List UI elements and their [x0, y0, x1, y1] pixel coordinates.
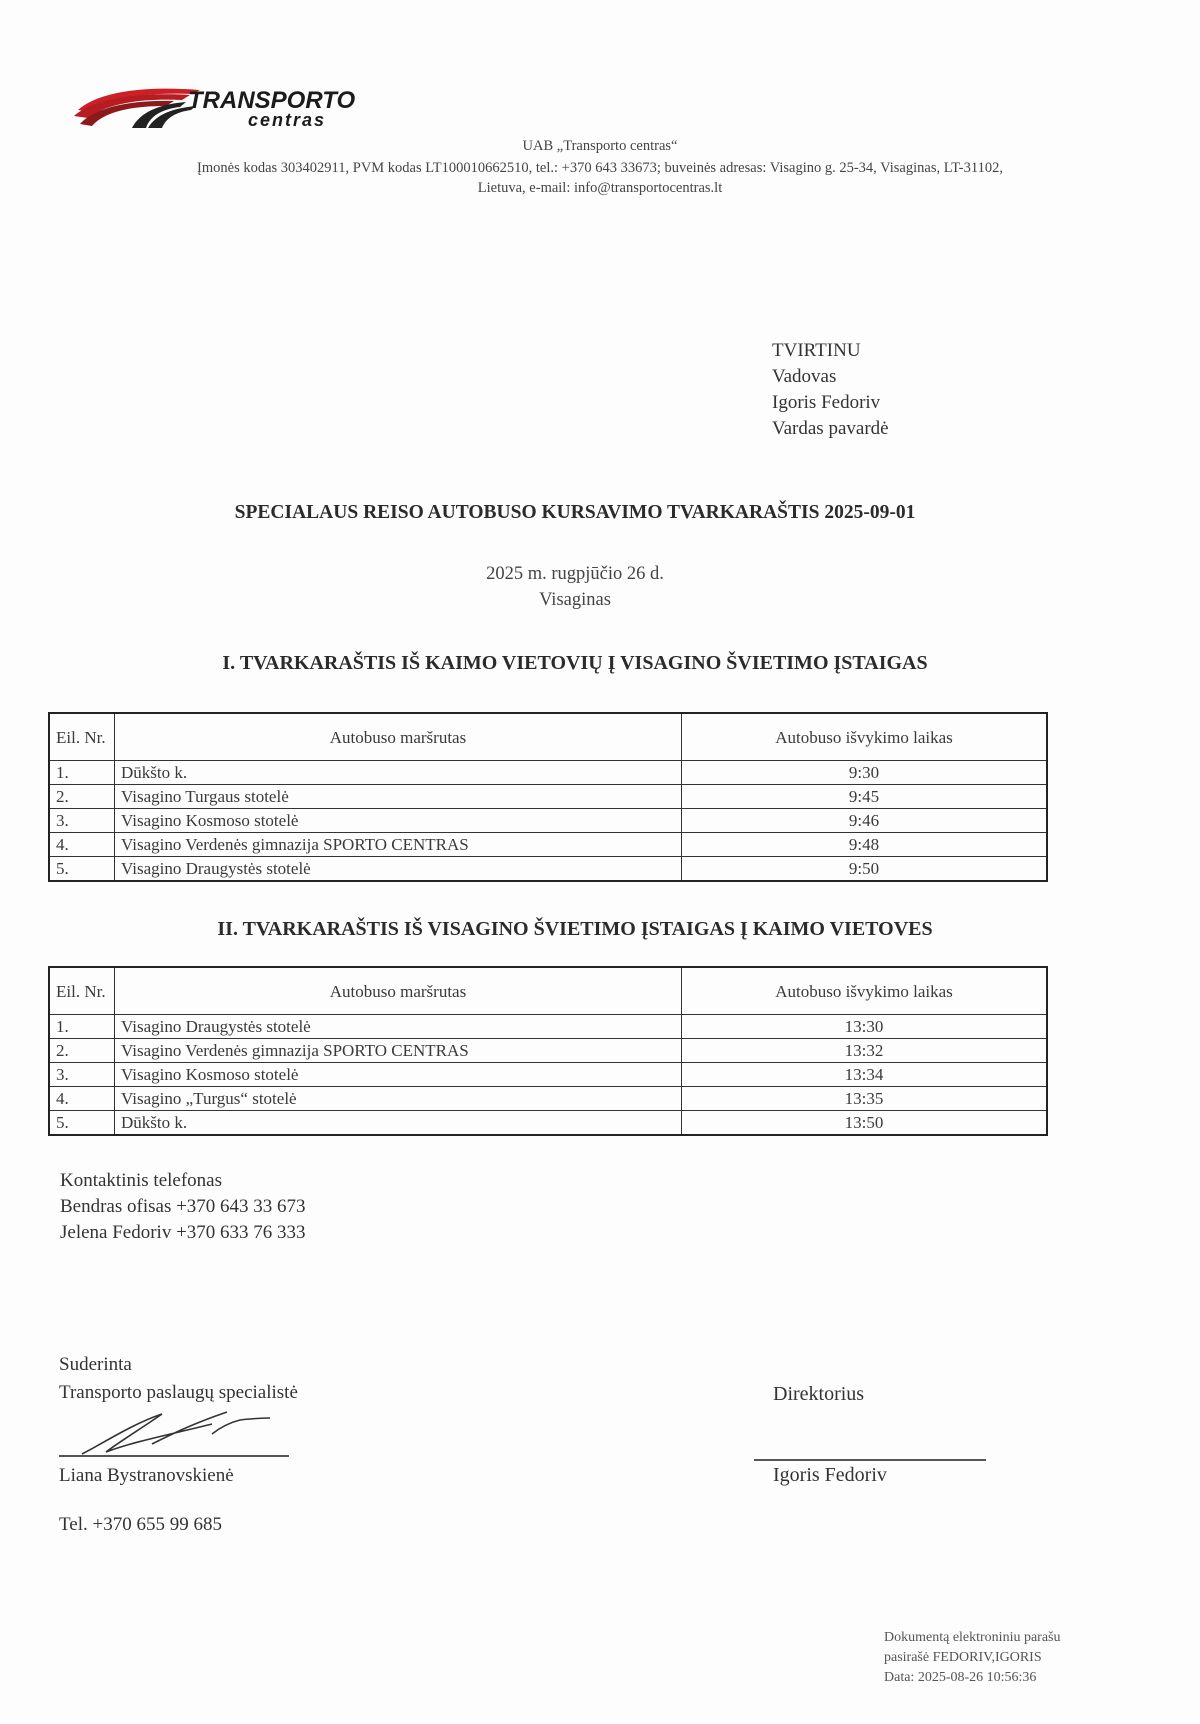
approval-name: Igoris Fedoriv [772, 392, 881, 413]
table-row [49, 833, 1047, 857]
header-nr: Eil. Nr. [49, 967, 115, 1015]
header-route: Autobuso maršrutas [115, 713, 682, 761]
contacts-heading: Kontaktinis telefonas [60, 1170, 222, 1191]
director-signature-line [754, 1459, 986, 1461]
document-title: SPECIALAUS REISO AUTOBUSO KURSAVIMO TVARKARAŠTIS 2025-09-01 [234, 502, 916, 523]
table-row [49, 1039, 1047, 1063]
table-row [49, 857, 1047, 882]
approval-label: TVIRTINU [772, 340, 861, 361]
cell-time: 13:34 [682, 1063, 1048, 1087]
cell-route: Visagino „Turgus“ stotelė [115, 1087, 682, 1111]
company-name: UAB „Transporto centras“ [522, 138, 678, 154]
cell-time: 13:32 [682, 1039, 1048, 1063]
cell-nr: 4. [49, 1087, 115, 1111]
document-date: 2025 m. rugpjūčio 26 d. [486, 564, 664, 584]
logo-text-main: TRANSPORTO [188, 87, 356, 114]
cell-nr: 3. [49, 809, 115, 833]
cell-nr: 2. [49, 785, 115, 809]
cell-time: 9:50 [682, 857, 1048, 882]
table-row [49, 785, 1047, 809]
specialist-signature-line [59, 1455, 289, 1457]
director-name: Igoris Fedoriv [773, 1464, 887, 1486]
specialist-phone: Tel. +370 655 99 685 [59, 1514, 222, 1535]
header-route: Autobuso maršrutas [115, 967, 682, 1015]
schedule-table-2 [48, 966, 1048, 1136]
table-row [49, 1111, 1047, 1136]
table-header-row [49, 713, 1047, 761]
company-details: Įmonės kodas 303402911, PVM kodas LT100010662510, tel.: +370 643 33673; buveinės adresas: Visagino g. 25-34, Visaginas, LT-31102, [197, 160, 1003, 176]
cell-time: 9:30 [682, 761, 1048, 785]
cell-time: 9:48 [682, 833, 1048, 857]
cell-route: Dūkšto k. [115, 761, 682, 785]
section2-title: II. TVARKARAŠTIS IŠ VISAGINO ŠVIETIMO ĮSTAIGAS Į KAIMO VIETOVES [217, 918, 933, 940]
approval-caption: Vardas pavardė [772, 418, 889, 439]
table-row [49, 761, 1047, 785]
agreed-label: Suderinta [59, 1354, 132, 1375]
cell-time: 9:46 [682, 809, 1048, 833]
cell-nr: 1. [49, 761, 115, 785]
logo-swoosh-icon [70, 82, 430, 142]
specialist-name: Liana Bystranovskienė [59, 1465, 234, 1486]
cell-route: Visagino Verdenės gimnazija SPORTO CENTRAS [115, 1039, 682, 1063]
schedule-table-1 [48, 712, 1048, 882]
approval-role: Vadovas [772, 366, 837, 387]
cell-time: 13:35 [682, 1087, 1048, 1111]
cell-route: Visagino Kosmoso stotelė [115, 1063, 682, 1087]
logo-text-sub: centras [248, 110, 327, 130]
header-nr: Eil. Nr. [49, 713, 115, 761]
table-row [49, 809, 1047, 833]
cell-route: Visagino Verdenės gimnazija SPORTO CENTRAS [115, 833, 682, 857]
esignature-line2: pasirašė FEDORIV,IGORIS [884, 1650, 1042, 1665]
cell-nr: 3. [49, 1063, 115, 1087]
cell-nr: 5. [49, 1111, 115, 1136]
cell-route: Visagino Turgaus stotelė [115, 785, 682, 809]
document-place: Visaginas [539, 590, 611, 610]
table-header-row [49, 967, 1047, 1015]
cell-route: Visagino Draugystės stotelė [115, 857, 682, 882]
section1-title: I. TVARKARAŠTIS IŠ KAIMO VIETOVIŲ Į VISAGINO ŠVIETIMO ĮSTAIGAS [222, 652, 928, 674]
cell-nr: 4. [49, 833, 115, 857]
specialist-title: Transporto paslaugų specialistė [59, 1382, 298, 1403]
contacts-block [60, 1168, 306, 1246]
table-row [49, 1015, 1047, 1039]
header-time: Autobuso išvykimo laikas [682, 713, 1048, 761]
table-row [49, 1063, 1047, 1087]
contacts-person: Jelena Fedoriv +370 633 76 333 [60, 1222, 306, 1243]
esignature-line1: Dokumentą elektroniniu parašu [884, 1630, 1061, 1645]
company-logo [70, 82, 430, 142]
esignature-line3: Data: 2025-08-26 10:56:36 [884, 1670, 1037, 1685]
cell-nr: 2. [49, 1039, 115, 1063]
cell-time: 9:45 [682, 785, 1048, 809]
cell-time: 13:30 [682, 1015, 1048, 1039]
contacts-office: Bendras ofisas +370 643 33 673 [60, 1196, 306, 1217]
header-time: Autobuso išvykimo laikas [682, 967, 1048, 1015]
cell-time: 13:50 [682, 1111, 1048, 1136]
esignature-stamp [884, 1628, 1061, 1688]
cell-route: Dūkšto k. [115, 1111, 682, 1136]
cell-route: Visagino Draugystės stotelė [115, 1015, 682, 1039]
cell-nr: 5. [49, 857, 115, 882]
cell-nr: 1. [49, 1015, 115, 1039]
director-title: Direktorius [773, 1383, 865, 1405]
cell-route: Visagino Kosmoso stotelė [115, 809, 682, 833]
approval-block [772, 338, 889, 442]
table-row [49, 1087, 1047, 1111]
company-contact: Lietuva, e-mail: info@transportocentras.lt [477, 180, 723, 196]
